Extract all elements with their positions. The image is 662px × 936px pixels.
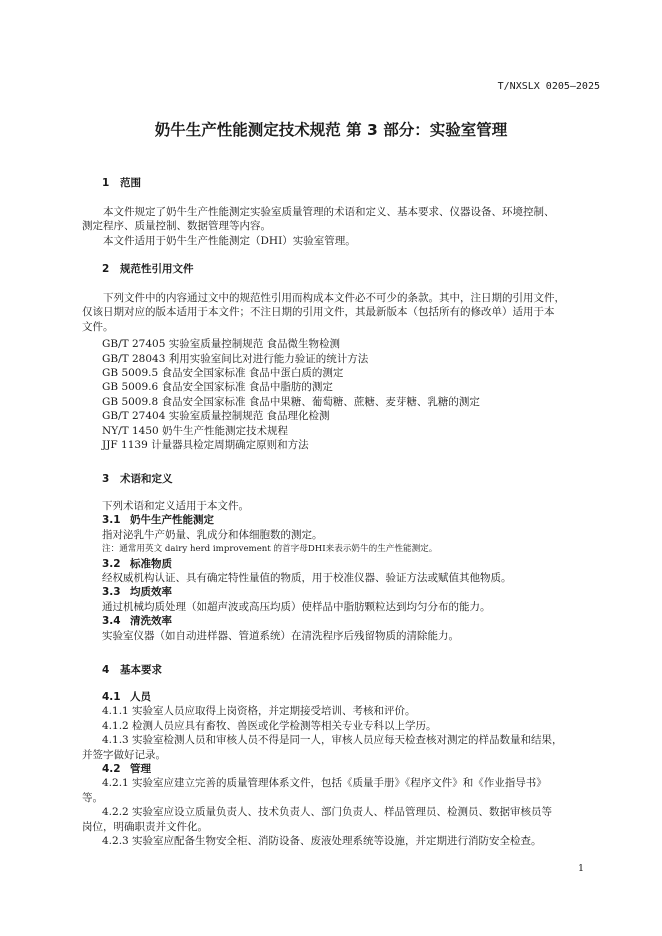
document-number: T/NXSLX 0205—2025 [497,81,600,92]
reference-item: GB 5009.8 食品安全国家标准 食品中果糖、葡萄糖、蔗糖、麦芽糖、乳糖的测定 [102,395,480,408]
reference-item: GB 5009.5 食品安全国家标准 食品中蛋白质的测定 [102,367,344,380]
section-4-body: 4.1 人员 4.1.1 实验室人员应取得上岗资格，并定期接受培训、考核和评价。 4.1.2 检测人员应具有畜牧、兽医或化学检测等相关专业专科以上学历。 4.1.3 实验室检测人员和审核人员不得是同一人，审核人员应每天检查核对测定的样品数量和结果， 并签字做好记录。 4.2 管理 4.2.1 实验室应建立完善的质量管理体系文件，包括《质量手册》《程序文件》和《作业指导书》 等。 4.2.2 实验室应设立质量负责人、技术负责人、部门负责人、样品管理员、检测员、数据审核员等 岗位，明确职责并文件化。 4.2.3 实验室应配备生物安全柜、消防设备、废液处理系统等设施，并定期进行消防安全检查。 [82,691,563,848]
reference-item: GB/T 27404 实验室质量控制规范 食品理化检测 [102,410,330,423]
reference-item: GB/T 27405 实验室质量控制规范 食品微生物检测 [102,338,341,351]
section-1-body: 本文件规定了奶牛生产性能测定实验室质量管理的术语和定义、基本要求、仪器设备、环境控制、 测定程序、质量控制、数据管理等内容。 本文件适用于奶牛生产性能测定（DHI）实验室管理。 [82,206,555,247]
reference-item: NY/T 1450 奶牛生产性能测定技术规程 [102,424,289,437]
page-number: 1 [577,863,584,874]
page-title: 奶牛生产性能测定技术规范 第 3 部分：实验室管理 [154,121,508,139]
section-1-heading: 1 范围 [102,177,141,189]
section-2-body: 下列文件中的内容通过文中的规范性引用而构成本文件必不可少的条款。其中，注日期的引用文件， 仅该日期对应的版本适用于本文件；不注日期的引用文件，其最新版本（包括所有的修改单）适用于本 文件。 GB/T 27405 实验室质量控制规范 食品微生物检测 GB/T 28043 利用实验室间比对进行能力验证的统计方法 GB 5009.5 食品安全国家标准 食品中蛋白质的测定 GB 5009.6 食品安全国家标准 食品中脂肪的测定 GB 5009.8 食品安全国家标准 食品中果糖、葡萄糖、蔗糖、麦芽糖、乳糖的测定 GB/T 27404 实验室质量控制规范 食品理化检测 NY/T 1450 奶牛生产性能测定技术规程 JJF 1139 计量器具检定周期确定原则和方法 [0,291,662,452]
section-3-heading: 3 术语和定义 [102,473,173,485]
reference-item: JJF 1139 计量器具检定周期确定原则和方法 [102,439,309,452]
reference-item: GB 5009.6 食品安全国家标准 食品中脂肪的测定 [102,381,333,394]
section-3-body: 下列术语和定义适用于本文件。 3.1 奶牛生产性能测定 指对泌乳牛产奶量、乳成分和体细胞数的测定。 注：通常用英文 dairy herd improvement 的首字母DHI来表示奶牛的生产性能测定。 3.2 标准物质 经权威机构认证、具有确定特性量值的物质，用于校准仪器、验证方法或赋值其他物质。 3.3 均质效率 通过机械均质处理（如超声波或高压均质）使样品中脂肪颗粒达到均匀分布的能力。 3.4 清洗效率 实验室仪器（如自动进样器、管道系统）在清洗程序后残留物质的清除能力。 [0,499,662,643]
section-2-heading: 2 规范性引用文件 [102,263,194,275]
reference-item: GB/T 28043 利用实验室间比对进行能力验证的统计方法 [102,352,369,365]
section-4-heading: 4 基本要求 [102,664,162,676]
note: 注：通常用英文 dairy herd improvement 的首字母DHI来表示奶牛的生产性能测定。 [102,544,438,555]
